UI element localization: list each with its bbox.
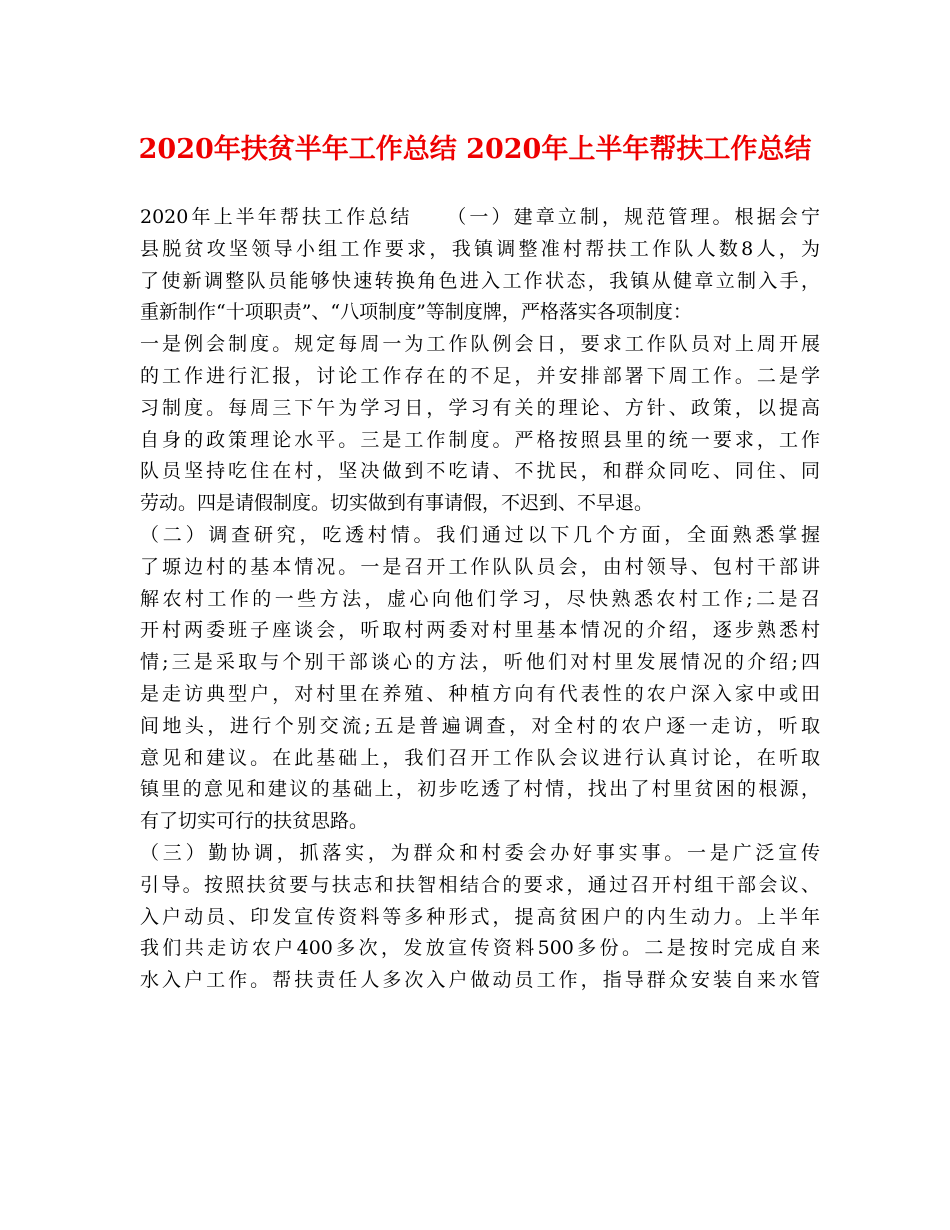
text-line: 水入户工作。帮扶责任人多次入户做动员工作，指导群众安装自来水管	[140, 969, 820, 992]
paragraph-1	[140, 202, 820, 520]
text-line: （三）勤协调，抓落实，为群众和村委会办好事实事。一是广泛宣传	[140, 841, 820, 864]
text-line: 入户动员、印发宣传资料等多种形式，提高贫困户的内生动力。上半年	[140, 905, 820, 928]
text-line: 意见和建议。在此基础上，我们召开工作队会议进行认真讨论，在听取	[140, 746, 820, 769]
text-line: （二）调查研究，吃透村情。我们通过以下几个方面，全面熟悉掌握	[140, 523, 820, 546]
text-line: 引导。按照扶贫要与扶志和扶智相结合的要求，通过召开村组干部会议、	[140, 873, 820, 896]
text-line: 一是例会制度。规定每周一为工作队例会日，要求工作队员对上周开展	[140, 333, 820, 356]
text-line: 队员坚持吃住在村，坚决做到不吃请、不扰民，和群众同吃、同住、同	[140, 460, 820, 483]
text-line: 的工作进行汇报，讨论工作存在的不足，并安排部署下周工作。二是学	[140, 364, 820, 387]
text-line: 重新制作“十项职责”、“八项制度”等制度牌，严格落实各项制度：	[140, 301, 692, 324]
text-line: 2020年上半年帮扶工作总结 （一）建章立制，规范管理。根据会宁	[140, 206, 820, 228]
text-line: 了塬边村的基本情况。一是召开工作队队员会，由村领导、包村干部讲	[140, 555, 820, 578]
text-line: 习制度。每周三下午为学习日，学习有关的理论、方针、政策，以提高	[140, 396, 820, 419]
text-line: 开村两委班子座谈会，听取村两委对村里基本情况的介绍，逐步熟悉村	[140, 619, 820, 642]
paragraph-3	[140, 838, 820, 997]
document-title: 2020年扶贫半年工作总结 2020年上半年帮扶工作总结	[138, 134, 812, 165]
text-line: 解农村工作的一些方法，虚心向他们学习，尽快熟悉农村工作;二是召	[140, 587, 820, 610]
text-line: 县脱贫攻坚领导小组工作要求，我镇调整准村帮扶工作队人数8人，为	[140, 237, 820, 260]
text-line: 有了切实可行的扶贫思路。	[140, 810, 369, 833]
text-line: 了使新调整队员能够快速转换角色进入工作状态，我镇从健章立制入手，	[140, 269, 820, 292]
text-line: 镇里的意见和建议的基础上，初步吃透了村情，找出了村里贫困的根源，	[140, 778, 820, 801]
text-line: 间地头，进行个别交流;五是普遍调查，对全村的农户逐一走访，听取	[140, 714, 820, 737]
document-body	[140, 202, 820, 997]
text-line: 是走访典型户，对村里在养殖、种植方向有代表性的农户深入家中或田	[140, 682, 820, 705]
text-line: 情;三是采取与个别干部谈心的方法，听他们对村里发展情况的介绍;四	[140, 651, 820, 674]
text-line: 自身的政策理论水平。三是工作制度。严格按照县里的统一要求，工作	[140, 428, 820, 451]
paragraph-2	[140, 520, 820, 838]
text-line: 我们共走访农户400多次，发放宣传资料500多份。二是按时完成自来	[140, 937, 820, 960]
text-line: 劳动。四是请假制度。切实做到有事请假，不迟到、不早退。	[140, 492, 654, 515]
